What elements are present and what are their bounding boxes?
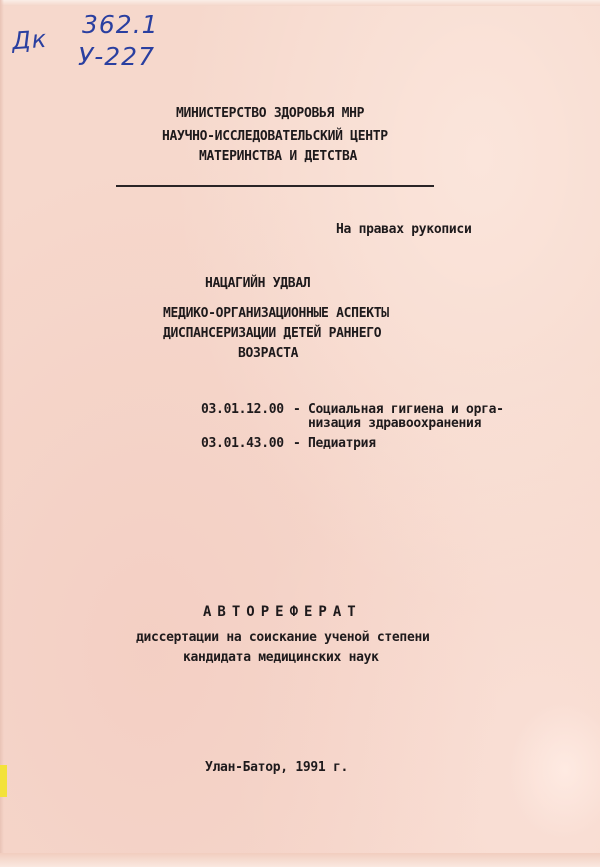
handwritten-prefix: Дк [11, 24, 49, 56]
paper-stain [510, 700, 600, 840]
handwritten-cutter-number: У-227 [78, 42, 155, 71]
specialty-code: 03.01.43.00 [201, 436, 284, 451]
specialty-name: Педиатрия [308, 436, 376, 451]
abstract-purpose-line2: кандидата медицинских наук [183, 650, 379, 665]
ministry-name: МИНИСТЕРСТВО ЗДОРОВЬЯ МНР [176, 106, 365, 121]
specialty-name: Социальная гигиена и орга- [308, 402, 504, 417]
research-center-line1: НАУЧНО-ИССЛЕДОВАТЕЛЬСКИЙ ЦЕНТР [162, 129, 388, 144]
rights-note: На правах рукописи [336, 222, 472, 237]
handwritten-classification: 362.1 [82, 10, 159, 39]
title-line2: ДИСПАНСЕРИЗАЦИИ ДЕТЕЙ РАННЕГО [163, 326, 382, 341]
abstract-purpose-line1: диссертации на соискание ученой степени [136, 630, 430, 645]
paper-top-edge [0, 0, 600, 6]
paper-left-edge [0, 0, 4, 867]
abstract-label: АВТОРЕФЕРАТ [203, 604, 362, 620]
author-name: НАЦАГИЙН УДВАЛ [205, 276, 311, 291]
specialty-dash: - [293, 402, 301, 417]
research-center-line2: МАТЕРИНСТВА И ДЕТСТВА [199, 149, 358, 164]
header-divider [116, 185, 434, 187]
specialty-code: 03.01.12.00 [201, 402, 284, 417]
specialty-dash: - [293, 436, 301, 451]
paper-bottom-edge [0, 853, 600, 867]
yellow-tab-marker [0, 765, 7, 797]
imprint-place-year: Улан-Батор, 1991 г. [205, 760, 349, 775]
title-line1: МЕДИКО-ОРГАНИЗАЦИОННЫЕ АСПЕКТЫ [163, 306, 389, 321]
title-line3: ВОЗРАСТА [238, 346, 299, 361]
specialty-name-continued: низация здравоохранения [308, 416, 482, 431]
